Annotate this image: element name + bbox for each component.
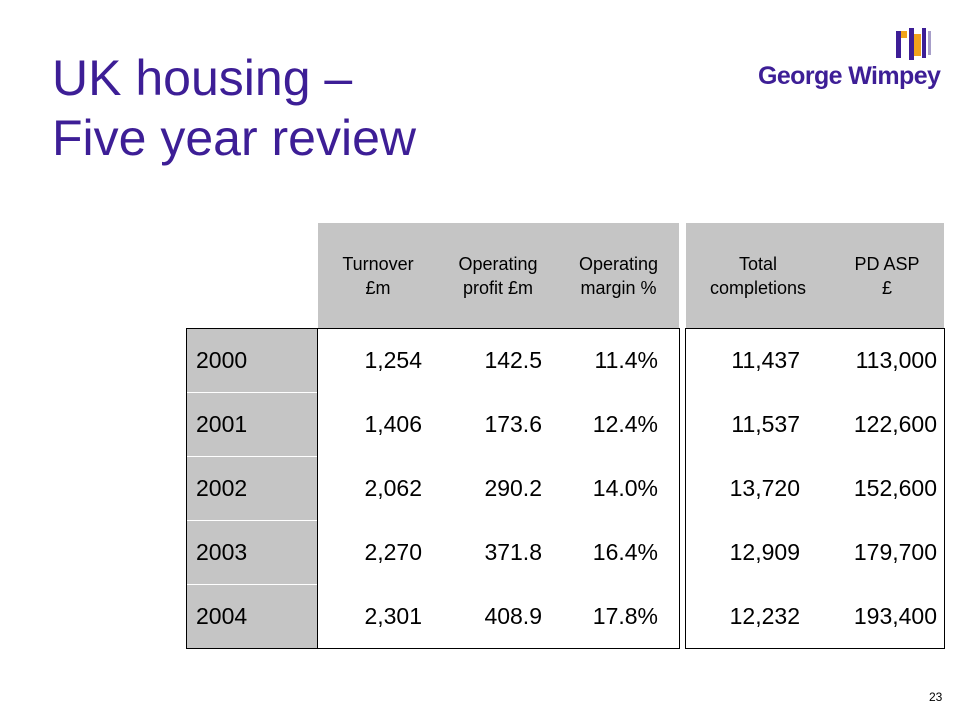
row-operating-profit: 142.5 bbox=[484, 347, 542, 373]
row-year: 2003 bbox=[196, 539, 248, 565]
slide-title-line-1: UK housing – bbox=[52, 50, 353, 106]
row-operating-margin: 14.0% bbox=[592, 475, 658, 501]
header-operating-profit: Operating profit £m bbox=[458, 253, 538, 298]
slide-title bbox=[52, 48, 416, 168]
table-frame-right bbox=[685, 328, 945, 649]
year-column-divider bbox=[317, 328, 318, 649]
header-total-completions: Total completions bbox=[709, 253, 807, 298]
header-operating-margin: Operating margin % bbox=[578, 253, 659, 298]
row-total-completions: 12,909 bbox=[729, 539, 800, 565]
row-operating-margin: 16.4% bbox=[592, 539, 658, 565]
row-operating-margin: 11.4% bbox=[594, 347, 658, 373]
wimpey-bars-logo-icon bbox=[896, 28, 934, 60]
row-operating-margin: 17.8% bbox=[592, 603, 658, 629]
row-operating-profit: 408.9 bbox=[484, 603, 542, 629]
row-operating-profit: 371.8 bbox=[484, 539, 542, 565]
row-turnover: 2,301 bbox=[364, 603, 422, 629]
row-turnover: 1,254 bbox=[364, 347, 422, 373]
row-year: 2001 bbox=[196, 411, 248, 437]
row-year: 2000 bbox=[196, 347, 248, 373]
row-total-completions: 13,720 bbox=[729, 475, 800, 501]
row-turnover: 2,270 bbox=[364, 539, 422, 565]
row-turnover: 2,062 bbox=[364, 475, 422, 501]
page-number: 23 bbox=[929, 690, 943, 704]
logo-wordmark: George Wimpey bbox=[758, 62, 941, 90]
header-pd-asp: PD ASP £ bbox=[854, 253, 920, 298]
row-operating-profit: 290.2 bbox=[484, 475, 542, 501]
george-wimpey-logo bbox=[758, 28, 941, 98]
row-year: 2002 bbox=[196, 475, 248, 501]
row-year: 2004 bbox=[196, 603, 248, 629]
row-pd-asp: 193,400 bbox=[853, 603, 937, 629]
row-operating-profit: 173.6 bbox=[484, 411, 542, 437]
row-pd-asp: 179,700 bbox=[853, 539, 937, 565]
row-total-completions: 11,437 bbox=[731, 347, 800, 373]
row-pd-asp: 152,600 bbox=[853, 475, 937, 501]
row-turnover: 1,406 bbox=[364, 411, 422, 437]
row-pd-asp: 113,000 bbox=[855, 347, 937, 373]
row-pd-asp: 122,600 bbox=[853, 411, 937, 437]
row-total-completions: 12,232 bbox=[729, 603, 800, 629]
row-total-completions: 11,537 bbox=[731, 411, 800, 437]
table-frame-left bbox=[186, 328, 680, 649]
row-operating-margin: 12.4% bbox=[592, 411, 658, 437]
header-turnover: Turnover £m bbox=[342, 253, 414, 298]
slide-title-line-2: Five year review bbox=[52, 110, 416, 166]
